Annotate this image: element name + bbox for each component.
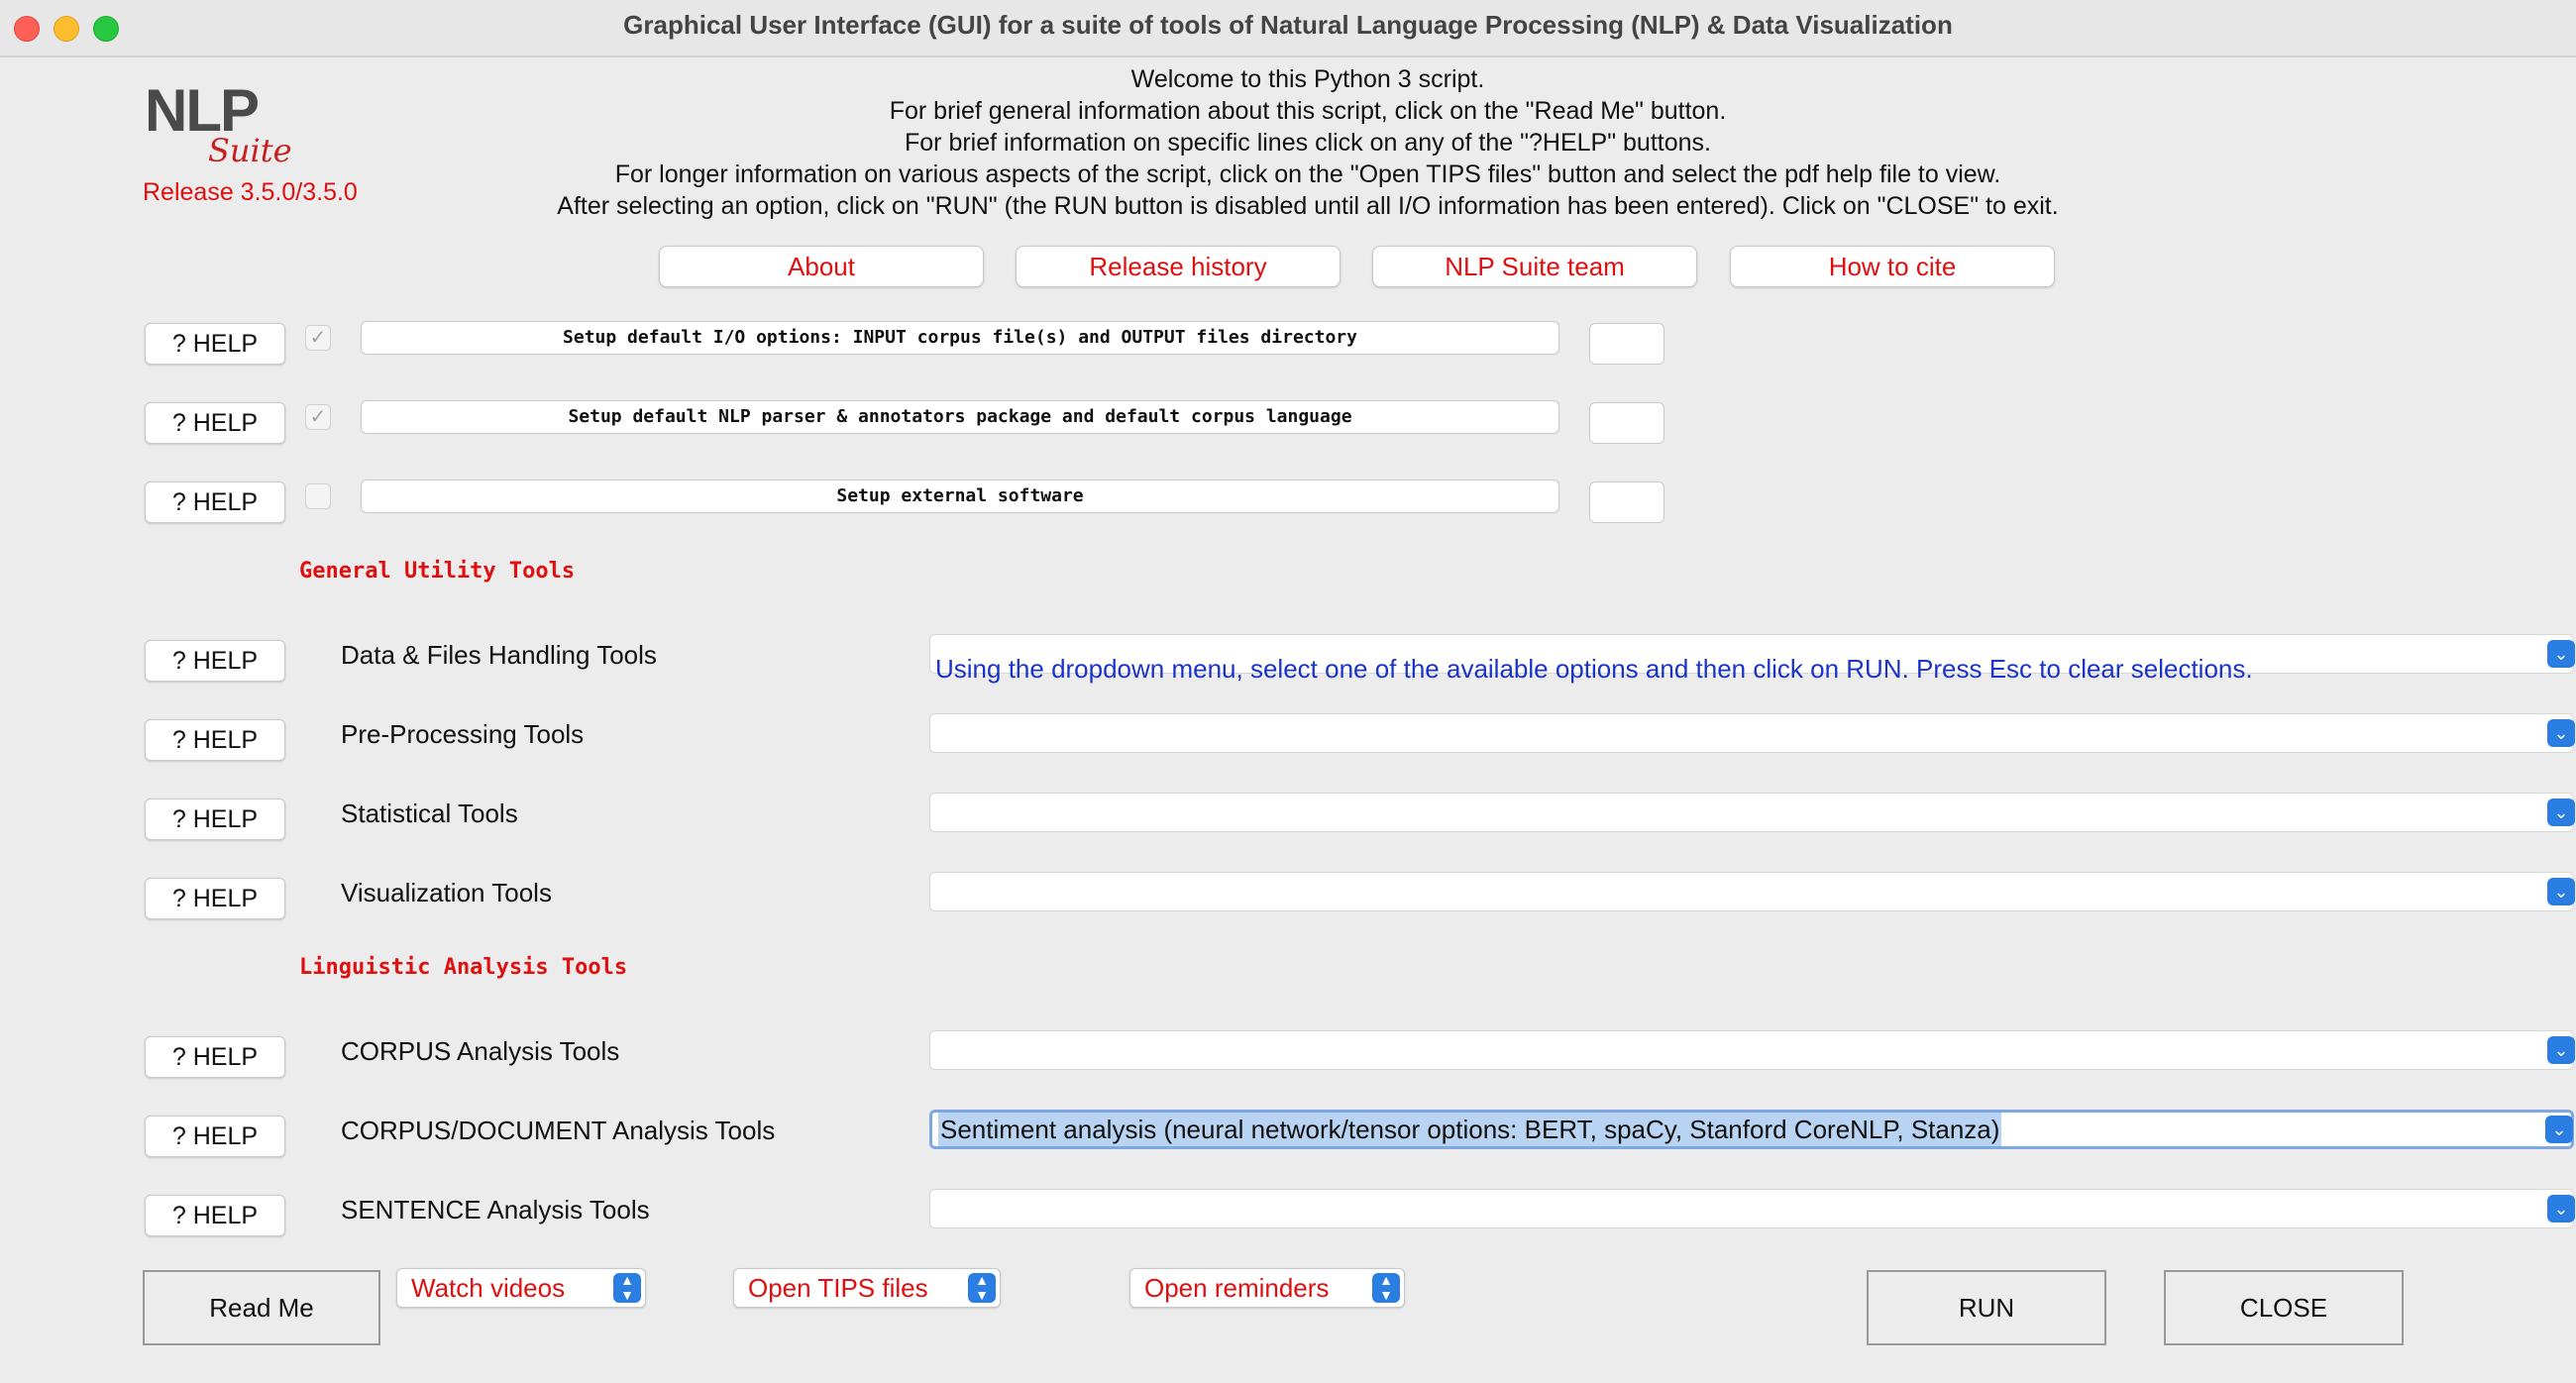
watch-videos-select[interactable] xyxy=(396,1268,646,1308)
sentence-dropdown[interactable] xyxy=(929,1189,2574,1228)
preprocessing-label: Pre-Processing Tools xyxy=(341,719,585,749)
chevron-down-icon: ⌄ xyxy=(2545,1116,2573,1143)
help-button-data-files[interactable]: ? HELP xyxy=(145,640,285,682)
close-button[interactable]: CLOSE xyxy=(2164,1270,2404,1345)
corpus-document-label: CORPUS/DOCUMENT Analysis Tools xyxy=(341,1116,776,1145)
section-general-utility: General Utility Tools xyxy=(299,559,576,584)
setup-external-status-box xyxy=(1589,481,1664,523)
setup-external-button[interactable]: Setup external software xyxy=(361,479,1559,513)
chevron-down-icon: ⌄ xyxy=(2547,798,2575,826)
help-button-corpus[interactable]: ? HELP xyxy=(145,1036,285,1078)
help-button-corpus-document[interactable]: ? HELP xyxy=(145,1116,285,1157)
chevron-down-icon: ⌄ xyxy=(2547,1195,2575,1223)
read-me-button[interactable]: Read Me xyxy=(143,1270,380,1345)
welcome-line: For brief information on specific lines click on any of the "?HELP" buttons. xyxy=(905,129,1711,157)
preprocessing-dropdown[interactable] xyxy=(929,713,2574,753)
window-title: Graphical User Interface (GUI) for a suite of tools of Natural Language Processing (NLP) & Data Visualization xyxy=(623,10,1953,40)
updown-arrows-icon: ▲ ▼ xyxy=(613,1273,641,1303)
setup-external-checkbox[interactable] xyxy=(305,483,331,509)
help-button-setup-external[interactable]: ? HELP xyxy=(145,481,285,523)
release-label: Release 3.5.0/3.5.0 xyxy=(143,178,358,206)
chevron-down-icon: ⌄ xyxy=(2547,1036,2575,1064)
corpus-dropdown[interactable] xyxy=(929,1030,2574,1070)
setup-parser-checkbox[interactable]: ✓ xyxy=(305,404,331,430)
welcome-line: For longer information on various aspects of the script, click on the "Open TIPS files" button and select the pdf help file to view. xyxy=(614,160,2001,188)
setup-parser-status-box xyxy=(1589,402,1664,444)
about-button[interactable]: About xyxy=(659,246,984,287)
visualization-label: Visualization Tools xyxy=(341,878,552,907)
logo-suite: Suite xyxy=(208,132,292,169)
setup-io-checkbox[interactable]: ✓ xyxy=(305,325,331,351)
corpus-document-dropdown-value: Sentiment analysis (neural network/tensor options: BERT, spaCy, Stanford CoreNLP, Stanza) xyxy=(940,1115,2000,1144)
setup-parser-button[interactable]: Setup default NLP parser & annotators package and default corpus language xyxy=(361,400,1559,434)
statistical-dropdown[interactable] xyxy=(929,793,2574,832)
title-bar xyxy=(0,0,2576,57)
help-button-preprocessing[interactable]: ? HELP xyxy=(145,719,285,761)
visualization-dropdown[interactable] xyxy=(929,872,2574,911)
corpus-document-dropdown[interactable] xyxy=(929,1110,2574,1149)
sentence-label: SENTENCE Analysis Tools xyxy=(341,1195,650,1224)
section-linguistic-analysis: Linguistic Analysis Tools xyxy=(299,955,628,980)
dropdown-hint: Using the dropdown menu, select one of the available options and then click on RUN. Press Esc to clear selections. xyxy=(935,654,2253,684)
statistical-label: Statistical Tools xyxy=(341,798,518,828)
setup-io-status-box xyxy=(1589,323,1664,365)
data-files-label: Data & Files Handling Tools xyxy=(341,640,657,670)
setup-io-button[interactable]: Setup default I/O options: INPUT corpus file(s) and OUTPUT files directory xyxy=(361,321,1559,355)
open-tips-select[interactable] xyxy=(733,1268,1001,1308)
nlp-suite-team-button[interactable]: NLP Suite team xyxy=(1372,246,1697,287)
how-to-cite-button[interactable]: How to cite xyxy=(1730,246,2055,287)
open-tips-label: Open TIPS files xyxy=(748,1273,928,1303)
updown-arrows-icon: ▲ ▼ xyxy=(968,1273,996,1303)
help-button-statistical[interactable]: ? HELP xyxy=(145,798,285,840)
help-button-setup-parser[interactable]: ? HELP xyxy=(145,402,285,444)
welcome-line: For brief general information about this script, click on the "Read Me" button. xyxy=(889,97,1727,125)
help-button-sentence[interactable]: ? HELP xyxy=(145,1195,285,1236)
welcome-line: After selecting an option, click on "RUN" (the RUN button is disabled until all I/O information has been entered). Click on "CLOSE" to exit. xyxy=(557,192,2059,220)
open-reminders-label: Open reminders xyxy=(1144,1273,1330,1303)
logo-nlp: NLP xyxy=(145,77,258,144)
run-button[interactable]: RUN xyxy=(1867,1270,2106,1345)
welcome-line: Welcome to this Python 3 script. xyxy=(1130,65,1485,93)
updown-arrows-icon: ▲ ▼ xyxy=(1372,1273,1400,1303)
release-history-button[interactable]: Release history xyxy=(1016,246,1341,287)
watch-videos-label: Watch videos xyxy=(411,1273,566,1303)
chevron-down-icon: ⌄ xyxy=(2547,719,2575,747)
help-button-setup-io[interactable]: ? HELP xyxy=(145,323,285,365)
help-button-visualization[interactable]: ? HELP xyxy=(145,878,285,919)
welcome-text xyxy=(416,63,2200,222)
open-reminders-select[interactable] xyxy=(1129,1268,1405,1308)
corpus-label: CORPUS Analysis Tools xyxy=(341,1036,620,1066)
chevron-down-icon: ⌄ xyxy=(2547,640,2575,668)
chevron-down-icon: ⌄ xyxy=(2547,878,2575,905)
